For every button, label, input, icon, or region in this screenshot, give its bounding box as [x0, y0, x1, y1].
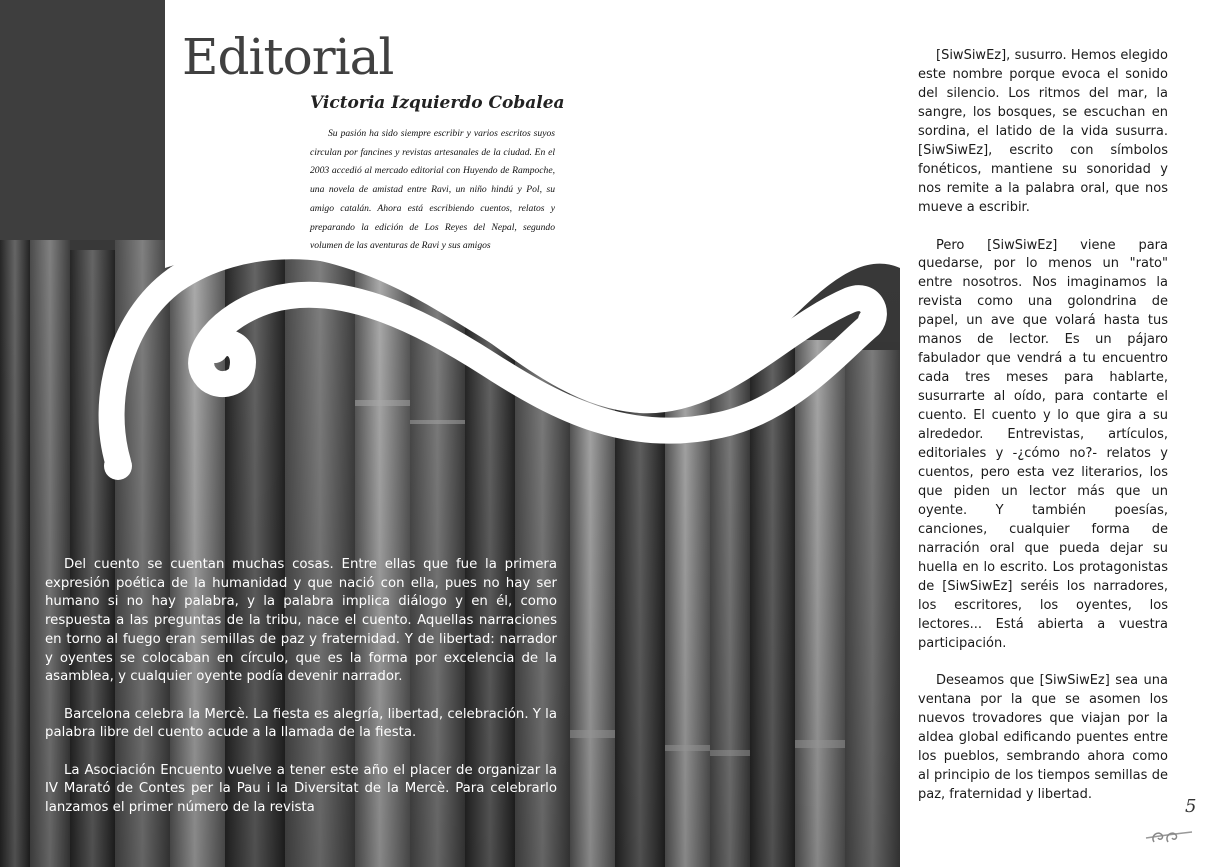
intro-paragraph-3: La Asociación Encuento vuelve a tener este año el placer de organizar la IV Marató de Contes per la Pau i la Diversitat de la Mercè. Para celebrarlo lanzamos el primer número de la revista: [45, 762, 557, 816]
corner-swirl-icon: [1144, 826, 1194, 846]
page-number: 5: [1185, 796, 1197, 817]
author-bio: Su pasión ha sido siempre escribir y varios escritos suyos circulan por fancines y revistas artesanales de la ciudad. En el 2003 accedió al mercado editorial con Huyendo de Rampoche, una novela de amistad entre Ravi, un niño hindú y Pol, su amigo catalán. Ahora está escribiendo cuentos, relatos y preparando la edición de Los Reyes del Nepal, segundo volumen de las aventuras de Ravi y sus amigos: [310, 128, 555, 252]
right-paragraph-2: Pero [SiwSiwEz] viene para quedarse, por lo menos un "rato" entre nosotros. Nos imaginamos la revista como una golondrina de papel, un ave que volará hasta tus manos de lector. Es un pájaro fabulador que vendrá a tu encuentro cada tres meses para hablarte, susurrarte al oído, para contarte el cuento. El cuento y lo que gira a su alrededor. Entrevistas, artículos, editoriales y -¿cómo no?- relatos y cuentos, pero esta vez literarios, los que piden un lector más que un oyente. Y también poesías, canciones, cualquier forma de narración oral que pueda dejar su huella en lo escrito. Los protagonistas de [SiwSiwEz] seréis los narradores, los escritores, los oyentes, los lectores... Está abierta a vuestra participación.: [918, 237, 1168, 651]
right-paragraph-1: [SiwSiwEz], susurro. Hemos elegido este nombre porque evoca el sonido del silencio. Los ritmos del mar, la sangre, los bosques, se escuchan en sordina, el latido de la vida susurra. [SiwSiwEz], escrito con símbolos fonéticos, mantiene su sonoridad y nos remite a la palabra oral, que nos mueve a escribir.: [918, 48, 1168, 215]
intro-paragraph-1: Del cuento se cuentan muchas cosas. Entre ellas que fue la primera expresión poética de la humanidad y que nació con ella, pues no hay ser humano si no hay palabra, y la palabra implica diálogo y en él, como respuesta a las preguntas de la tribu, nace el cuento. Aquellas narraciones en torno al fuego eran semillas de paz y fraternidad. Y de libertad: narrador y oyentes se colocaban en círculo, que es la forma por excelencia de la asamblea, y cualquier oyente podía devenir narrador.: [45, 557, 557, 685]
author-name: Victoria Izquierdo Cobalea: [310, 93, 565, 113]
right-column-text: [918, 47, 1168, 824]
intro-text-block: [45, 556, 557, 837]
intro-paragraph-2: Barcelona celebra la Mercè. La fiesta es alegría, libertad, celebración. Y la palabra libre del cuento acude a la llamada de la fiesta.: [45, 706, 557, 741]
right-paragraph-3: Deseamos que [SiwSiwEz] sea una ventana por la que se asomen los nuevos trovadores que viajan por la aldea global edificando puentes entre los pueblos, sembrando ahora como al principio de los tiempos semillas de paz, fraternidad y libertad.: [918, 673, 1168, 803]
page-title: Editorial: [182, 28, 394, 86]
